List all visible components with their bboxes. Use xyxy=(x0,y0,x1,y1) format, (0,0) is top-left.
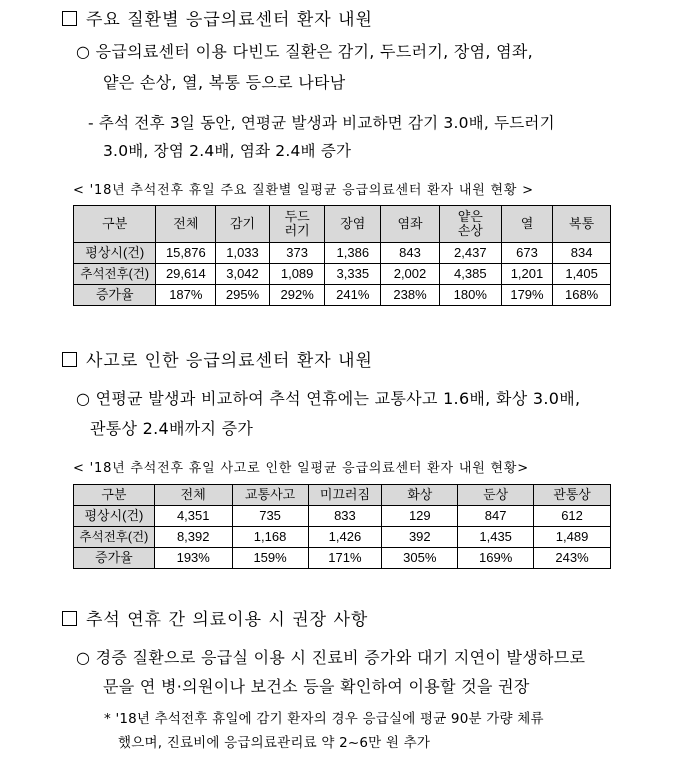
table-row-label: 추석전후(건) xyxy=(74,264,156,285)
table-cell: 295% xyxy=(216,285,270,306)
table-2-header-cell: 교통사고 xyxy=(232,485,308,506)
table-cell: 168% xyxy=(553,285,611,306)
table-row-label: 증가율 xyxy=(74,548,155,569)
section-2-title xyxy=(62,346,373,371)
table-row xyxy=(74,285,611,306)
table-1-header-cell: 감기 xyxy=(216,206,270,243)
section-1-bullet-line-1: ○ 응급의료센터 이용 다빈도 질환은 감기, 두드러기, 장염, 염좌, xyxy=(76,42,534,61)
table-row xyxy=(74,548,611,569)
table-row xyxy=(74,243,611,264)
table-cell: 4,385 xyxy=(439,264,501,285)
table-cell: 129 xyxy=(382,506,458,527)
table-2-header-cell: 둔상 xyxy=(458,485,534,506)
table-cell: 241% xyxy=(325,285,381,306)
table-cell: 373 xyxy=(269,243,325,264)
table-2-header-cell: 화상 xyxy=(382,485,458,506)
table-cell: 159% xyxy=(232,548,308,569)
table-cell: 193% xyxy=(154,548,232,569)
table-1-header-row xyxy=(74,206,611,243)
table-cell: 392 xyxy=(382,527,458,548)
checkbox-square-icon xyxy=(62,611,77,626)
table-row-label: 평상시(건) xyxy=(74,506,155,527)
table-row xyxy=(74,527,611,548)
table-cell: 243% xyxy=(534,548,611,569)
section-2-title-text: 사고로 인한 응급의료센터 환자 내원 xyxy=(86,351,373,371)
table-cell: 673 xyxy=(501,243,553,264)
table-cell: 15,876 xyxy=(156,243,216,264)
table-1-header-cell: 열 xyxy=(501,206,553,243)
table-cell: 847 xyxy=(458,506,534,527)
table-2-header-cell: 구분 xyxy=(74,485,155,506)
table-cell: 2,002 xyxy=(381,264,440,285)
table-cell: 735 xyxy=(232,506,308,527)
table-cell: 4,351 xyxy=(154,506,232,527)
table-cell: 169% xyxy=(458,548,534,569)
table-cell: 180% xyxy=(439,285,501,306)
table-cell: 171% xyxy=(308,548,382,569)
section-1-title xyxy=(62,5,373,30)
table-cell: 8,392 xyxy=(154,527,232,548)
table-cell: 179% xyxy=(501,285,553,306)
section-1-sub-line-2: 3.0배, 장염 2.4배, 염좌 2.4배 증가 xyxy=(103,142,352,160)
table-row-label: 추석전후(건) xyxy=(74,527,155,548)
table-cell: 3,335 xyxy=(325,264,381,285)
table-1-header-cell: 장염 xyxy=(325,206,381,243)
table-cell: 187% xyxy=(156,285,216,306)
section-3-note-line-1: * '18년 추석전후 휴일에 감기 환자의 경우 응급실에 평균 90분 가량 체류 xyxy=(104,711,544,727)
section-2-bullet-line-2: 관통상 2.4배까지 증가 xyxy=(90,419,254,438)
table-1-header-cell: 두드 러기 xyxy=(269,206,325,243)
section-1-sub-line-1: - 추석 전후 3일 동안, 연평균 발생과 비교하면 감기 3.0배, 두드러기 xyxy=(88,114,555,132)
table-cell: 1,386 xyxy=(325,243,381,264)
section-1-title-text: 주요 질환별 응급의료센터 환자 내원 xyxy=(86,10,373,30)
table-row xyxy=(74,506,611,527)
table-1-header-cell: 복통 xyxy=(553,206,611,243)
table-cell: 305% xyxy=(382,548,458,569)
table-cell: 29,614 xyxy=(156,264,216,285)
table-row-label: 평상시(건) xyxy=(74,243,156,264)
table-cell: 1,201 xyxy=(501,264,553,285)
table-2-header-cell: 전체 xyxy=(154,485,232,506)
table-1-caption: < '18년 추석전후 휴일 주요 질환별 일평균 응급의료센터 환자 내원 현황 > xyxy=(73,183,534,198)
section-3-title xyxy=(62,605,368,630)
table-cell: 1,489 xyxy=(534,527,611,548)
section-3-note-line-2: 했으며, 진료비에 응급의료관리료 약 2~6만 원 추가 xyxy=(118,735,431,751)
table-cell: 3,042 xyxy=(216,264,270,285)
table-2-header-row xyxy=(74,485,611,506)
table-cell: 1,435 xyxy=(458,527,534,548)
table-1-header-cell: 구분 xyxy=(74,206,156,243)
table-cell: 238% xyxy=(381,285,440,306)
table-1-header-cell: 얕은 손상 xyxy=(439,206,501,243)
table-2-caption: < '18년 추석전후 휴일 사고로 인한 일평균 응급의료센터 환자 내원 현황> xyxy=(73,461,529,476)
table-1-header-cell: 전체 xyxy=(156,206,216,243)
table-1-header-cell: 염좌 xyxy=(381,206,440,243)
section-3-title-text: 추석 연휴 간 의료이용 시 권장 사항 xyxy=(86,610,369,630)
checkbox-square-icon xyxy=(62,352,77,367)
section-3-bullet-line-1: ○ 경증 질환으로 응급실 이용 시 진료비 증가와 대기 지연이 발생하므로 xyxy=(76,648,586,667)
table-2 xyxy=(73,484,611,569)
table-cell: 834 xyxy=(553,243,611,264)
table-cell: 1,033 xyxy=(216,243,270,264)
table-cell: 612 xyxy=(534,506,611,527)
section-3-bullet-line-2: 문을 연 병·의원이나 보건소 등을 확인하여 이용할 것을 권장 xyxy=(103,677,530,696)
checkbox-square-icon xyxy=(62,11,77,26)
table-row-label: 증가율 xyxy=(74,285,156,306)
table-1 xyxy=(73,205,611,306)
table-cell: 1,089 xyxy=(269,264,325,285)
table-cell: 292% xyxy=(269,285,325,306)
table-2-header-cell: 미끄러짐 xyxy=(308,485,382,506)
table-cell: 1,168 xyxy=(232,527,308,548)
section-1-bullet-line-2: 얕은 손상, 열, 복통 등으로 나타남 xyxy=(103,73,346,92)
table-cell: 2,437 xyxy=(439,243,501,264)
table-2-header-cell: 관통상 xyxy=(534,485,611,506)
table-cell: 1,405 xyxy=(553,264,611,285)
table-row xyxy=(74,264,611,285)
table-cell: 833 xyxy=(308,506,382,527)
table-cell: 843 xyxy=(381,243,440,264)
table-cell: 1,426 xyxy=(308,527,382,548)
section-2-bullet-line-1: ○ 연평균 발생과 비교하여 추석 연휴에는 교통사고 1.6배, 화상 3.0배, xyxy=(76,389,581,408)
